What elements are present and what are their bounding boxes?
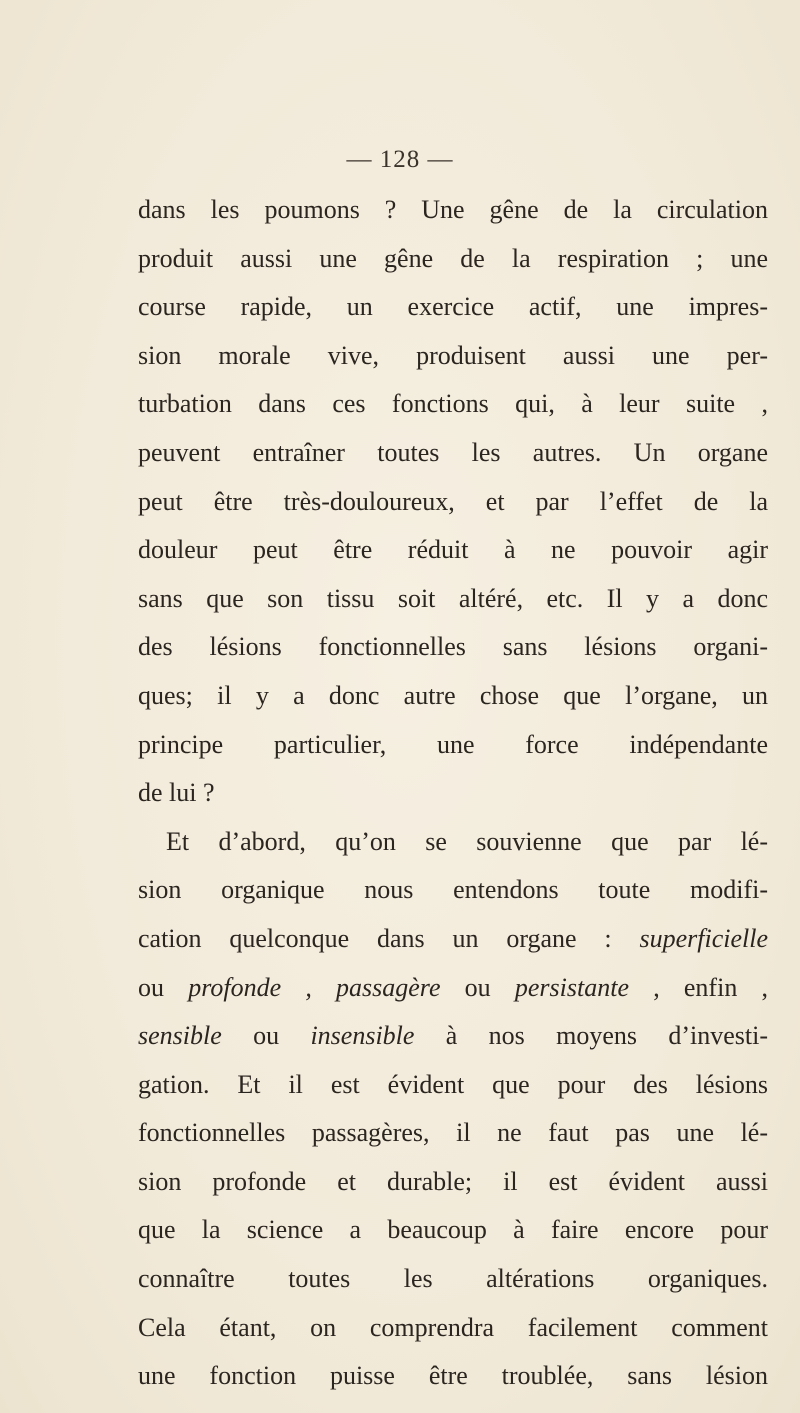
text-run: dans les poumons ? Une gêne de la circulation bbox=[138, 195, 768, 224]
text-run: de lui ? bbox=[138, 778, 215, 808]
text-run: sion profonde et durable; il est évident aussi bbox=[138, 1166, 768, 1196]
italic-text-run: persistante bbox=[514, 972, 629, 1002]
text-line bbox=[138, 1206, 768, 1255]
text-line bbox=[138, 1012, 768, 1061]
text-run: ou bbox=[138, 972, 189, 1002]
text-run: peut être très-douloureux, et par l’effet de la bbox=[138, 486, 768, 516]
text-line bbox=[138, 818, 768, 867]
text-line bbox=[138, 866, 768, 915]
text-run: produit aussi une gêne de la respiration ; une bbox=[138, 243, 768, 273]
text-run: principe particulier, une force indépendante bbox=[138, 729, 768, 759]
text-run: connaître toutes les altérations organiques. bbox=[138, 1264, 768, 1294]
body-text bbox=[138, 186, 768, 1401]
text-run: course rapide, un exercice actif, une impres- bbox=[138, 292, 768, 322]
text-run: cation quelconque dans un organe : bbox=[138, 923, 640, 953]
text-line bbox=[138, 478, 768, 527]
text-line bbox=[138, 526, 768, 575]
text-run: à nos moyens d’investi- bbox=[414, 1021, 769, 1051]
text-line bbox=[138, 721, 768, 770]
text-run: une fonction puisse être troublée, sans lésion bbox=[138, 1361, 768, 1391]
text-line bbox=[138, 332, 768, 381]
text-run: peuvent entraîner toutes les autres. Un organe bbox=[138, 437, 768, 467]
text-run: que la science a beaucoup à faire encore pour bbox=[138, 1215, 768, 1245]
italic-text-run: superficielle bbox=[639, 923, 768, 953]
text-line bbox=[138, 623, 768, 672]
text-run: fonctionnelles passagères, il ne faut pas une lé- bbox=[138, 1118, 768, 1148]
text-run: douleur peut être réduit à ne pouvoir agir bbox=[138, 535, 768, 565]
text-line bbox=[138, 283, 768, 332]
text-run: turbation dans ces fonctions qui, à leur suite , bbox=[138, 389, 768, 419]
text-line bbox=[138, 915, 768, 964]
text-line bbox=[138, 1158, 768, 1207]
text-run: sion organique nous entendons toute modifi- bbox=[138, 875, 768, 905]
text-run: Et d’abord, qu’on se souvienne que par lé- bbox=[166, 826, 768, 856]
text-run: des lésions fonctionnelles sans lésions organi- bbox=[138, 632, 768, 662]
text-line bbox=[138, 1061, 768, 1110]
text-run: Cela étant, on comprendra facilement comment bbox=[138, 1312, 768, 1342]
text-line bbox=[138, 1255, 768, 1304]
text-run: ques; il y a donc autre chose que l’organe, un bbox=[138, 680, 768, 710]
italic-text-run: insensible bbox=[310, 1021, 415, 1051]
text-line bbox=[138, 672, 768, 721]
italic-text-run: sensible bbox=[138, 1021, 222, 1051]
text-line bbox=[138, 235, 768, 284]
text-run: ou bbox=[221, 1021, 311, 1051]
text-line bbox=[138, 575, 768, 624]
text-line bbox=[138, 1109, 768, 1158]
text-run: sans que son tissu soit altéré, etc. Il y a donc bbox=[138, 583, 768, 613]
text-line bbox=[138, 1352, 768, 1401]
italic-text-run: profonde , passagère bbox=[188, 972, 441, 1002]
text-run: , enfin , bbox=[629, 972, 769, 1002]
text-line bbox=[138, 429, 768, 478]
text-run: ou bbox=[440, 972, 515, 1002]
text-line bbox=[138, 1304, 768, 1353]
text-line bbox=[138, 769, 768, 818]
text-line bbox=[138, 186, 768, 235]
text-run: gation. Et il est évident que pour des lésions bbox=[138, 1069, 768, 1099]
text-line bbox=[138, 964, 768, 1013]
page-number: — 128 — bbox=[346, 146, 454, 173]
text-line bbox=[138, 380, 768, 429]
text-run: sion morale vive, produisent aussi une per- bbox=[138, 340, 768, 370]
